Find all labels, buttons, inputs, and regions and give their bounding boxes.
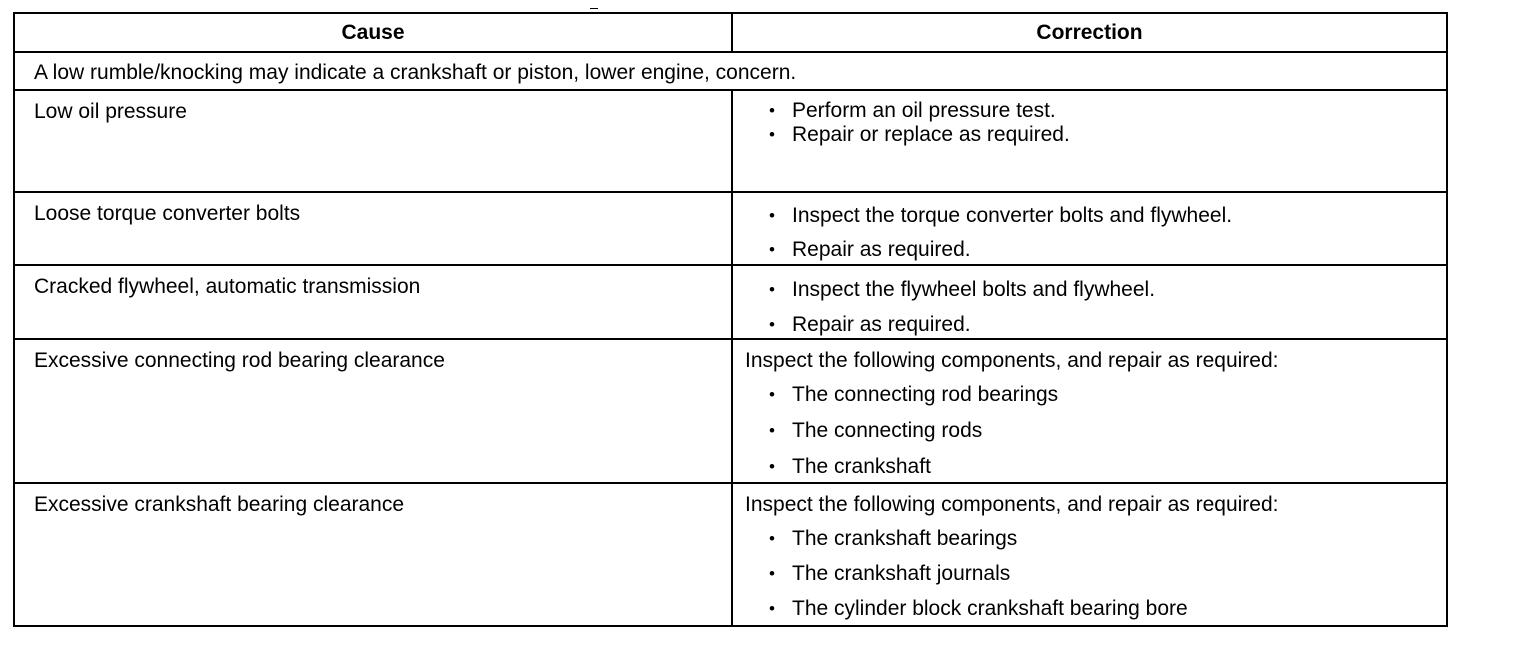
bullet-icon: • — [769, 564, 775, 583]
list-item: • Repair or replace as required. — [769, 123, 1070, 146]
cause-text: Excessive connecting rod bearing clearance — [34, 349, 445, 372]
list-item: • The crankshaft bearings — [767, 521, 1188, 556]
bullet-icon: • — [769, 280, 775, 299]
table-row — [15, 482, 1446, 625]
cause-text: Loose torque converter bolts — [34, 202, 301, 225]
list-item: • The cylinder block crankshaft bearing bore — [767, 591, 1188, 626]
list-item: • The connecting rod bearings — [767, 377, 1058, 413]
correction-lead: Inspect the following components, and repair as required: — [745, 493, 1279, 516]
table-row — [15, 191, 1446, 264]
diagnosis-table — [13, 12, 1448, 627]
table-row — [15, 89, 1446, 191]
bullet-icon: • — [769, 315, 775, 334]
list-item: • The connecting rods — [767, 413, 1058, 449]
correction-list — [767, 377, 1058, 485]
bullet-icon: • — [769, 101, 775, 120]
bullet-icon: • — [769, 529, 775, 548]
list-item: • The crankshaft — [767, 449, 1058, 485]
list-item: • Repair as required. — [767, 307, 1155, 342]
correction-list — [767, 272, 1155, 342]
bullet-icon: • — [769, 421, 775, 440]
page-mark — [590, 8, 598, 9]
list-item: • Inspect the torque converter bolts and flywheel. — [767, 199, 1232, 233]
list-item: • The crankshaft journals — [767, 556, 1188, 591]
cause-text: Cracked flywheel, automatic transmission — [34, 275, 421, 298]
correction-list — [767, 521, 1188, 626]
table-row — [15, 338, 1446, 482]
correction-list — [767, 99, 1070, 147]
table-intro-row — [15, 51, 1446, 89]
header-cause: Cause — [15, 14, 733, 51]
bullet-icon: • — [769, 125, 775, 144]
bullet-icon: • — [769, 240, 775, 259]
correction-list — [767, 199, 1232, 267]
table-row — [15, 264, 1446, 338]
table-header-row — [15, 14, 1446, 51]
correction-lead: Inspect the following components, and repair as required: — [745, 349, 1279, 372]
cause-text: Low oil pressure — [34, 100, 187, 123]
bullet-icon: • — [769, 206, 775, 225]
intro-text: A low rumble/knocking may indicate a crankshaft or piston, lower engine, concern. — [34, 61, 797, 84]
cause-text: Excessive crankshaft bearing clearance — [34, 493, 405, 516]
list-item: • Repair as required. — [767, 233, 1232, 267]
header-correction: Correction — [1036, 20, 1143, 44]
bullet-icon: • — [769, 385, 775, 404]
bullet-icon: • — [769, 599, 775, 618]
bullet-icon: • — [769, 457, 775, 476]
list-item: • Perform an oil pressure test. — [769, 99, 1056, 122]
list-item: • Inspect the flywheel bolts and flywheel. — [767, 272, 1155, 307]
